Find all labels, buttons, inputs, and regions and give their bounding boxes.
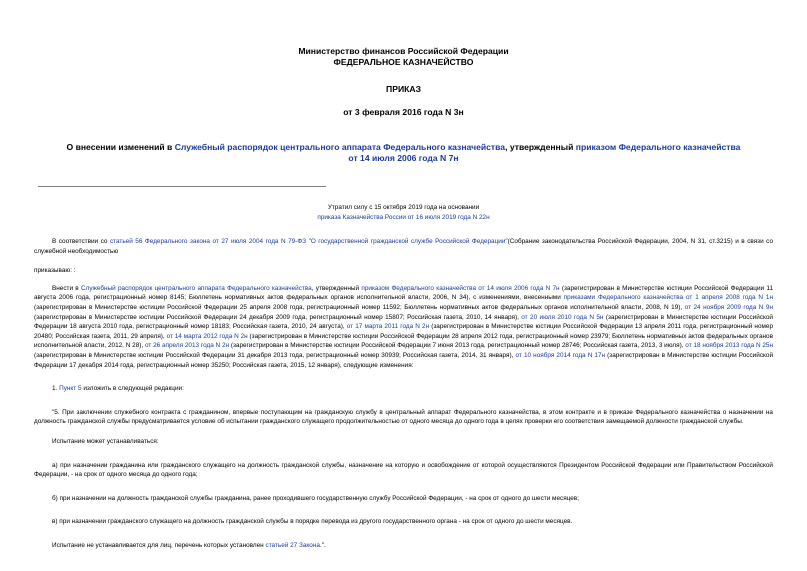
text: (зарегистрирован в Министерстве юстиции Российской Федерации 24 декабря 2009 года, регистрационный номер 15807; Российская газета, 2010, 14 января), (34, 313, 522, 321)
text: (зарегистрирован в Министерстве юстиции Российской Федерации 28 апреля 2012 года, регистрационный номер 23979; Бюллетень нормативных актов федеральных органов исполнительной власти, 2012, N 28), (34, 332, 773, 350)
link-order-2n-2013[interactable]: от 26 апреля 2013 года N 2н (144, 342, 230, 350)
link-law-article-56[interactable]: статьей 56 Федерального закона от 27 июля 2004 года N 79-ФЗ "О государственной гражданской службе Российской Федерации" (109, 238, 508, 245)
title-link-regulations[interactable]: Служебный распорядок центрального аппарата Федерального казначейства (174, 142, 506, 152)
text: (зарегистрирован в Министерстве юстиции Российской Федерации 7 июня 2013 года, регистрационный номер 28746; Российская газета, 2013, 3 июля), (229, 342, 686, 350)
text: .". (319, 541, 326, 549)
text: (зарегистрирован в Министерстве юстиции Российской Федерации 17 декабря 2014 года, регистрационный номер 35250; Российская газета, 2015, 12 января), следующие изменения: (34, 351, 774, 369)
title-prefix: О внесении изменений в (66, 142, 175, 152)
link-order-7n[interactable]: приказом Федерального казначейства от 14 июля 2006 года N 7н (361, 284, 560, 292)
text: Внести в (52, 284, 81, 292)
title-middle: , утвержденный (505, 142, 576, 152)
text: (зарегистрирован в Министерстве юстиции Российской Федерации 13 апреля 2011 года, регистрационный номер 20480; Российская газета, 2011, 29 апреля), (34, 323, 773, 340)
title-link-order[interactable]: приказом Федерального казначейства от 14 июля 2006 года N 7н (348, 142, 741, 163)
link-order-2n-2012[interactable]: от 14 марта 2012 года N 2н (166, 332, 248, 340)
separator-line (38, 186, 326, 187)
link-order-17n[interactable]: от 10 ноября 2014 года N 17н (515, 351, 606, 359)
subitem-a: а) при назначении гражданина или гражданского служащего на должность гражданской службы, назначение на которую и освобождение от которой осуществляются Президентом Российской Федерации или Правительством Российской Федерации, - на срок от одного месяца до одного года; (34, 461, 773, 479)
link-order-25n[interactable]: от 18 ноября 2013 года N 25н (685, 342, 773, 350)
link-order-2n-2011[interactable]: от 17 марта 2011 года N 2н (346, 323, 430, 331)
text: (зарегистрирован в Министерстве юстиции Российской Федерации 31 декабря 2013 года, регистрационный номер 30939; Российская газета, 2014, 31 января), (34, 351, 516, 359)
text: (Собрание законодательства Российской Федерации, 2004, N 31, ст.3215) и в связи со служебной необходимостью (34, 238, 774, 255)
notice-text: Утратил силу с 15 октября 2019 года на основании (327, 204, 480, 211)
quote-point-5: "5. При заключении служебного контракта с гражданином, впервые поступающим на гражданскую службу в центральный аппарат Федерального казначейства, в этом контракте и в приказе Федерального казначейства о назначении на должность гражданской службы предусматривается условие об испытании гражданского служащего продолжительностью от одного месяца до одного года в целях проверки его соответствия замещаемой должности гражданской службы. (34, 408, 773, 426)
subitem-b: б) при назначении на должность гражданской службы гражданина, ранее проходившего государственную службу Российской Федерации, - на срок от одного до шести месяцев; (52, 494, 579, 502)
paragraph-changes (34, 284, 773, 370)
text: (зарегистрирован в Министерстве юстиции Российской Федерации 25 апреля 2008 года, регистрационный номер 11592; Бюллетень нормативных актов федеральных органов исполнительной власти, 2008, N 19), (34, 303, 685, 311)
document-type: ПРИКАЗ (386, 84, 421, 94)
item-1 (34, 384, 773, 394)
ministry-name: Министерство финансов Российской Федерации (298, 46, 509, 56)
notice-link[interactable]: приказа Казначейства России от 16 июля 2019 года N 22н (317, 214, 490, 221)
subitem-c: в) при назначении гражданского служащего на должность гражданской службы в порядке перевода из другого государственного органа - на срок от одного до шести месяцев. (52, 518, 573, 526)
document-title (64, 142, 743, 164)
text: В соответствии со (52, 238, 110, 245)
agency-name: ФЕДЕРАЛЬНОЕ КАЗНАЧЕЙСТВО (333, 57, 474, 67)
paragraph-basis (34, 237, 773, 256)
text: изложить в следующей редакции: (81, 385, 184, 393)
document-date: от 3 февраля 2016 года N 3н (343, 107, 464, 117)
text: (зарегистрирован в Министерстве юстиции Российской Федерации 11 августа 2006 года, регистрационный номер 8145; Бюллетень нормативных актов федеральных органов исполнительной власти, 2006, N 34), с изменениями, внесенными (34, 284, 774, 302)
link-order-1n[interactable]: приказами Федерального казначейства от 1 апреля 2008 года N 1н (563, 294, 773, 302)
status-notice (34, 203, 773, 223)
text: Испытание не устанавливается для лиц, перечень которых установлен (52, 541, 266, 549)
link-regulations[interactable]: Служебный распорядок центрального аппарата Федерального казначейства (80, 284, 312, 292)
text: , утвержденный (311, 284, 362, 292)
link-point-5[interactable]: Пункт 5 (59, 385, 82, 393)
link-order-5n[interactable]: от 20 июля 2010 года N 5н (521, 313, 604, 321)
text: (зарегистрирован в Министерстве юстиции Российской Федерации 18 августа 2010 года, регистрационный номер 18183; Российская газета, 2010, 24 августа), (34, 313, 773, 331)
link-order-9n[interactable]: от 24 ноября 2009 года N 9н (684, 303, 773, 311)
link-article-27[interactable]: статьей 27 Закона (265, 541, 320, 549)
trial-intro: Испытание может устанавливаться: (52, 437, 159, 445)
text: 1. (52, 385, 60, 393)
order-word: приказываю: : (34, 267, 76, 275)
last-paragraph (34, 541, 773, 551)
